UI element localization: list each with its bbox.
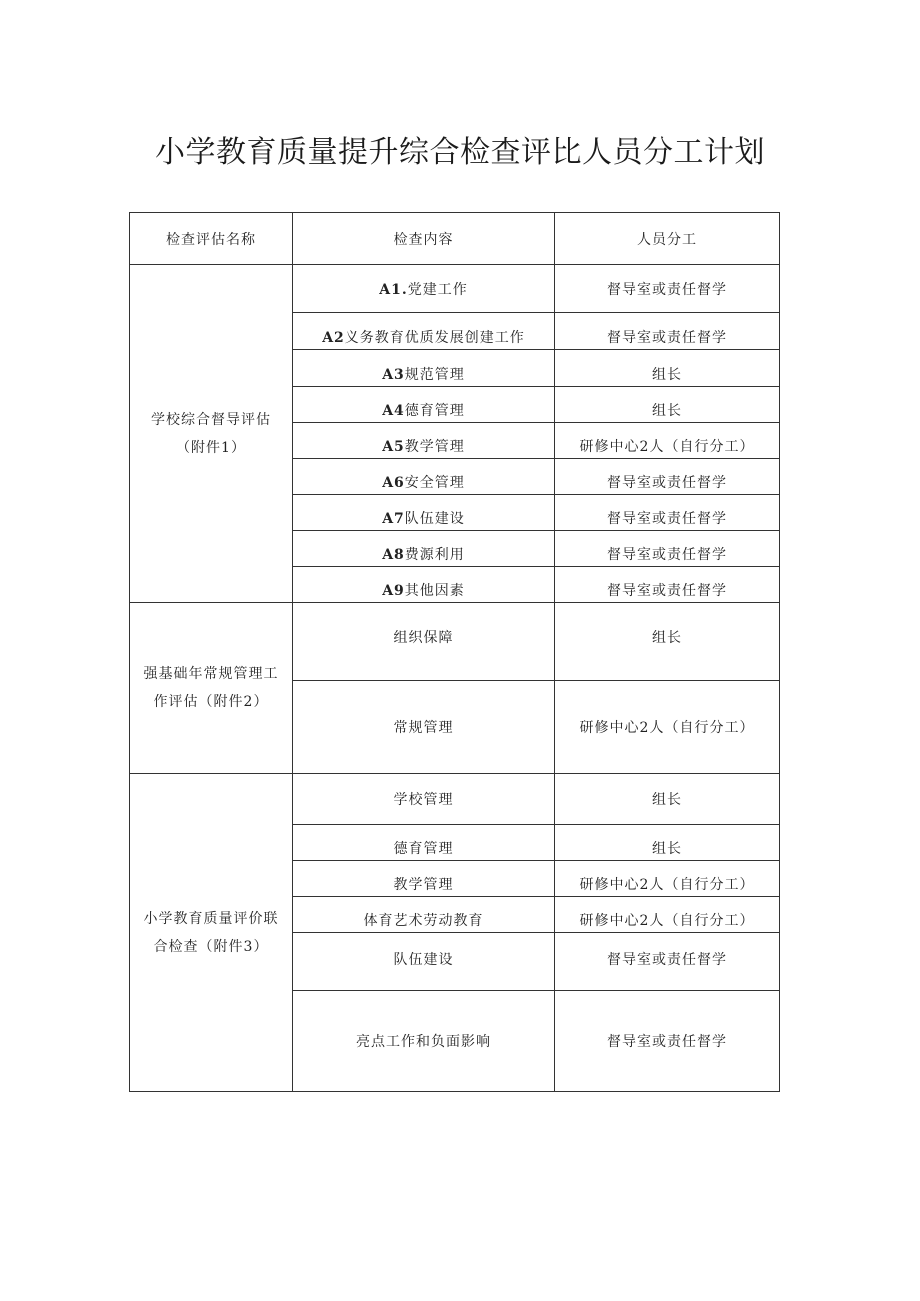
item-text: 党建工作 [407, 281, 468, 298]
content-cell: 教学管理 [293, 861, 555, 897]
section-name-2 [130, 603, 293, 774]
staff-cell: 督导室或责任督学 [555, 495, 780, 531]
content-cell [293, 423, 555, 459]
staff-cell: 督导室或责任督学 [555, 313, 780, 350]
item-text: 队伍建设 [404, 511, 465, 527]
staff-cell: 研修中心2人（自行分工） [555, 861, 780, 897]
staff-cell: 督导室或责任督学 [555, 991, 780, 1092]
content-cell [293, 531, 555, 567]
staff-cell: 组长 [555, 350, 780, 387]
item-text: 规范管理 [404, 367, 465, 383]
content-cell: 组织保障 [293, 603, 555, 681]
section-name-line: 强基础年常规管理工 [143, 666, 279, 682]
item-code: A2 [322, 330, 345, 346]
content-cell [293, 265, 555, 313]
staff-cell: 督导室或责任督学 [555, 531, 780, 567]
item-code: A9 [382, 583, 405, 599]
staff-cell: 督导室或责任督学 [555, 567, 780, 603]
header-name: 检查评估名称 [130, 213, 293, 265]
staff-cell: 督导室或责任督学 [555, 933, 780, 991]
item-code: A6 [382, 475, 405, 491]
staff-cell: 组长 [555, 603, 780, 681]
assignment-table [129, 212, 780, 1092]
content-cell [293, 313, 555, 350]
staff-cell: 研修中心2人（自行分工） [555, 681, 780, 774]
staff-cell: 组长 [555, 774, 780, 825]
item-code: A8 [382, 547, 405, 563]
item-text: 教学管理 [404, 439, 465, 455]
content-cell: 体育艺术劳动教育 [293, 897, 555, 933]
staff-cell: 组长 [555, 387, 780, 423]
item-code: A3 [382, 367, 405, 383]
table-header-row [130, 213, 780, 265]
staff-cell: 研修中心2人（自行分工） [555, 423, 780, 459]
content-cell: 队伍建设 [293, 933, 555, 991]
table-row [130, 265, 780, 313]
section-name-line: 小学教育质量评价联 [143, 910, 279, 927]
section-name-line: （附件1） [176, 439, 246, 456]
section-name-line: 学校综合督导评估 [151, 411, 271, 428]
staff-cell: 督导室或责任督学 [555, 265, 780, 313]
content-cell: 亮点工作和负面影响 [293, 991, 555, 1092]
section-name-1 [130, 265, 293, 603]
item-code: A5 [382, 439, 405, 455]
content-cell: 学校管理 [293, 774, 555, 825]
content-cell [293, 567, 555, 603]
item-code: A4 [382, 403, 405, 419]
item-text: 费源利用 [404, 547, 465, 563]
item-text: 安全管理 [404, 475, 465, 491]
content-cell [293, 459, 555, 495]
staff-cell: 督导室或责任督学 [555, 459, 780, 495]
content-cell [293, 387, 555, 423]
staff-cell: 研修中心2人（自行分工） [555, 897, 780, 933]
table-row [130, 774, 780, 825]
header-content: 检查内容 [293, 213, 555, 265]
content-cell [293, 495, 555, 531]
item-text: 德育管理 [404, 403, 465, 419]
item-code: A1. [379, 281, 408, 298]
staff-cell: 组长 [555, 825, 780, 861]
item-text: 其他因素 [404, 583, 465, 599]
header-staff: 人员分工 [555, 213, 780, 265]
content-cell [293, 350, 555, 387]
section-name-line: 合检查（附件3） [153, 938, 269, 955]
section-name-line: 作评估（附件2） [153, 694, 269, 710]
section-name-3 [130, 774, 293, 1092]
page-title: 小学教育质量提升综合检查评比人员分工计划 [155, 135, 765, 170]
item-text: 义务教育优质发展创建工作 [344, 330, 525, 346]
table-row [130, 603, 780, 681]
content-cell: 德育管理 [293, 825, 555, 861]
content-cell: 常规管理 [293, 681, 555, 774]
item-code: A7 [382, 511, 405, 527]
